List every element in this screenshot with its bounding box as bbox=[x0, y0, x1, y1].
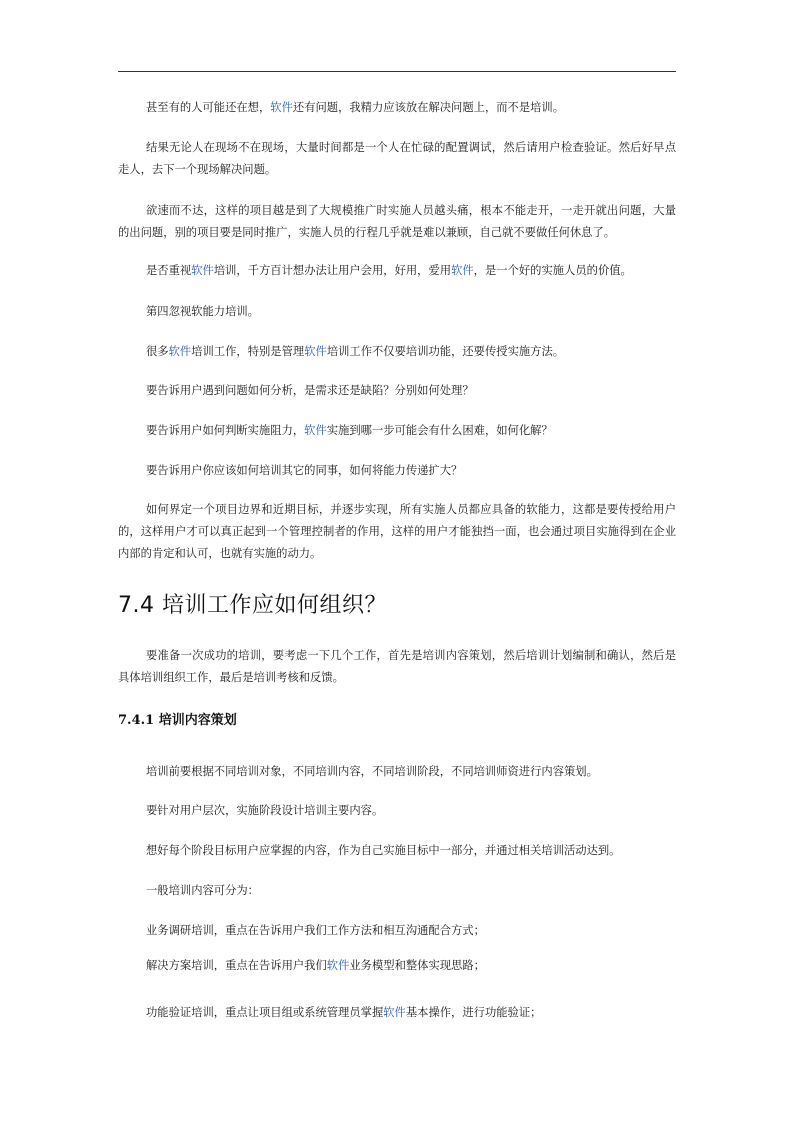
paragraph: 要告诉用户如何判断实施阻力，软件实施到哪一步可能会有什么困难，如何化解？ bbox=[146, 424, 553, 437]
keyword-link[interactable]: 软件 bbox=[304, 424, 327, 437]
paragraph: 想好每个阶段目标用户应掌握的内容，作为自己实施目标中一部分，并通过相关培训活动达到。 bbox=[146, 844, 621, 857]
paragraph: 要准备一次成功的培训，要考虑一下几个工作，首先是培训内容策划，然后培训计划编制和确认，然后是具体培训组织工作，最后是培训考核和反馈。 bbox=[118, 649, 676, 684]
keyword-link[interactable]: 软件 bbox=[168, 345, 192, 358]
paragraph: 欲速而不达，这样的项目越是到了大规模推广时实施人员越头痛，根本不能走开，一走开就出问题，大量的出问题，别的项目要是同时推广，实施人员的行程几乎就是难以兼顾，自己就不要做任何休息了。 bbox=[118, 204, 676, 239]
paragraph: 业务调研培训，重点在告诉用户我们工作方法和相互沟通配合方式； bbox=[146, 924, 485, 937]
keyword-link[interactable]: 软件 bbox=[304, 345, 327, 358]
keyword-link[interactable]: 软件 bbox=[451, 264, 474, 277]
keyword-link[interactable]: 软件 bbox=[326, 959, 350, 971]
keyword-link[interactable]: 软件 bbox=[270, 101, 293, 114]
section-heading: 7.4 培训工作应如何组织？ bbox=[118, 593, 387, 618]
paragraph: 解决方案培训，重点在告诉用户我们软件业务模型和整体实现思路； bbox=[146, 959, 485, 971]
keyword-link[interactable]: 软件 bbox=[191, 264, 214, 277]
paragraph: 很多软件培训工作，特别是管理软件培训工作不仅要培训功能，还要传授实施方法。 bbox=[146, 345, 565, 358]
paragraph: 第四忽视软能力培训。 bbox=[146, 305, 259, 318]
paragraph: 结果无论人在现场不在现场，大量时间都是一个人在忙碌的配置调试，然后请用户检查验证。然后好早点走人，去下一个现场解决问题。 bbox=[118, 141, 676, 176]
subsection-heading: 7.4.1 培训内容策划 bbox=[118, 713, 237, 728]
paragraph: 要告诉用户遇到问题如何分析，是需求还是缺陷？分别如何处理？ bbox=[146, 384, 474, 397]
paragraph: 要针对用户层次，实施阶段设计培训主要内容。 bbox=[146, 804, 384, 817]
paragraph: 功能验证培训，重点让项目组或系统管理员掌握软件基本操作，进行功能验证； bbox=[146, 1006, 542, 1019]
paragraph: 甚至有的人可能还在想，软件还有问题，我精力应该放在解决问题上，而不是培训。 bbox=[146, 101, 565, 114]
paragraph: 培训前要根据不同培训对象，不同培训内容，不同培训阶段，不同培训师资进行内容策划。 bbox=[146, 765, 598, 778]
paragraph: 如何界定一个项目边界和近期目标，并逐步实现，所有实施人员都应具备的软能力，这都是要传授给用户的，这样用户才可以真正起到一个管理控制者的作用，这样的用户才能独挡一面，也会通过项目实施得到在企业内部的肯定和认可，也就有实施的动力。 bbox=[118, 503, 676, 560]
header-rule bbox=[118, 71, 676, 72]
paragraph: 要告诉用户你应该如何培训其它的同事，如何将能力传递扩大？ bbox=[146, 464, 463, 477]
keyword-link[interactable]: 软件 bbox=[383, 1006, 406, 1019]
paragraph: 一般培训内容可分为： bbox=[146, 884, 259, 897]
cut-off-line bbox=[118, 955, 676, 971]
paragraph: 是否重视软件培训，千方百计想办法让用户会用，好用，爱用软件，是一个好的实施人员的价值。 bbox=[146, 264, 632, 277]
